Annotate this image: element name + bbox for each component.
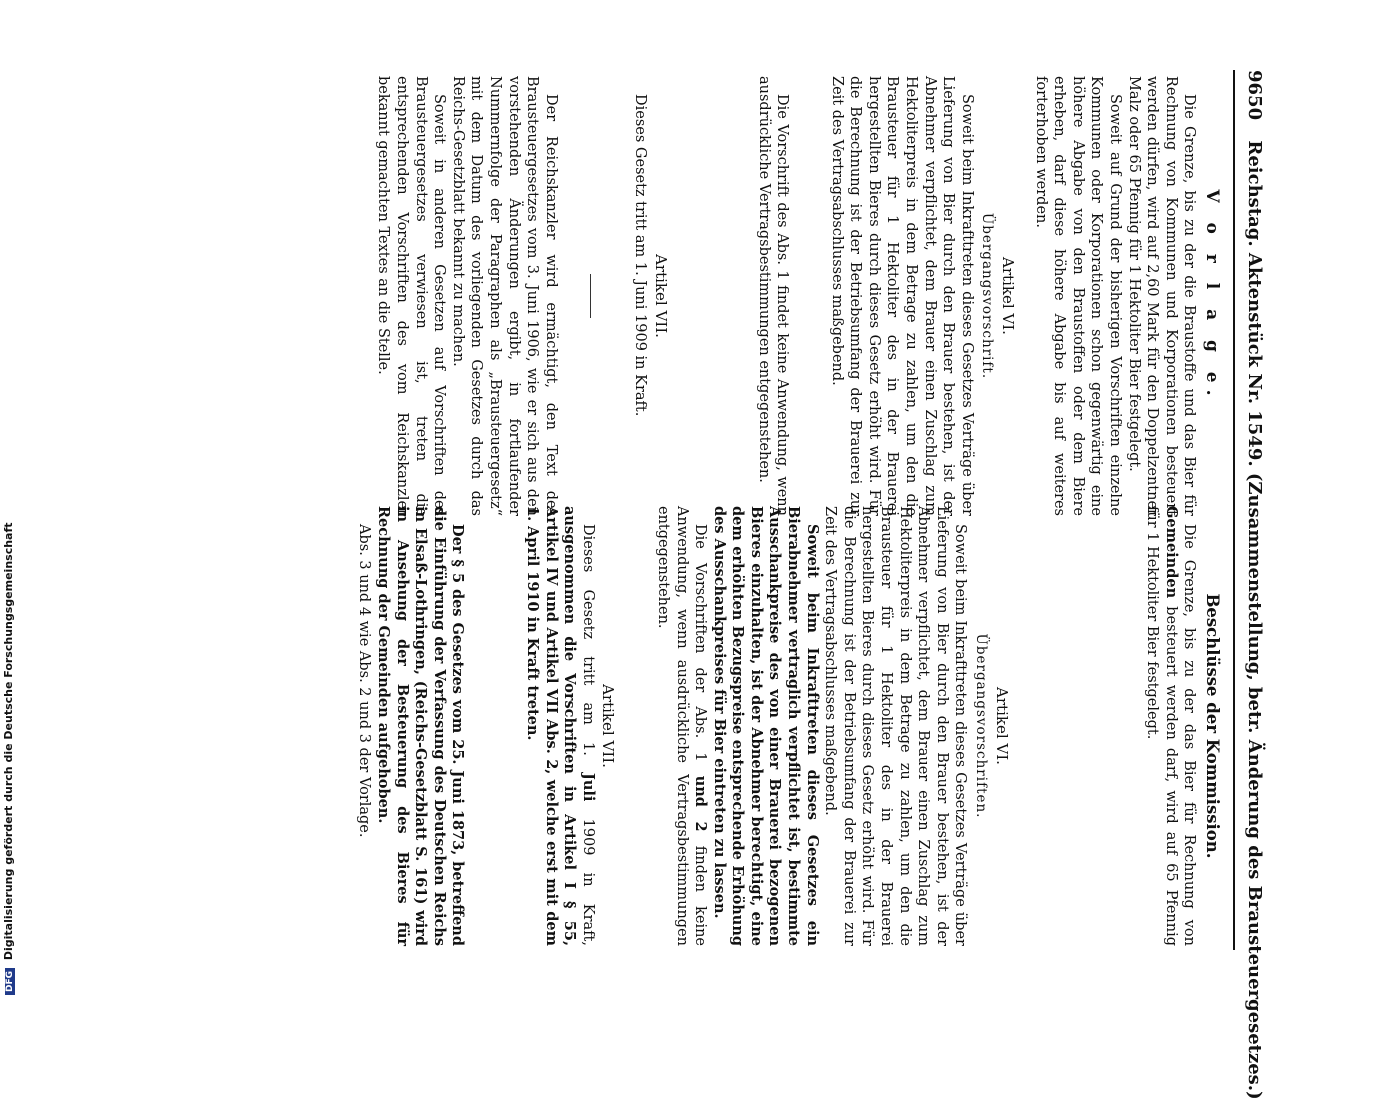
- column-vorlage: [374, 76, 1223, 516]
- paragraph: Abs. 3 und 4 wie Abs. 2 und 3 der Vorlage.: [356, 524, 373, 838]
- paragraph: Der § 5 des Gesetzes vom 25. Juni 1873, betreffend die Einführung der Verfassung des Deutschen Reichs in Elsaß-Lothringen, (Reichs-Gesetzblatt S. 161) wird in Ansehung der Besteuerung des Bieres für Rechnung der Gemeinden aufgehoben.: [375, 506, 467, 946]
- article-subheading: Übergangsvorschrift.: [979, 212, 996, 380]
- divider: [590, 274, 591, 318]
- paragraph: Die Vorschriften der Abs. 1 und 2 finden keine Anwendung, wenn ausdrückliche Vertragsbestimmungen entgegenstehen.: [654, 506, 710, 947]
- column-heading: V o r l a g e.: [1202, 189, 1222, 403]
- dfg-logo: DFG: [5, 968, 15, 995]
- article-heading: Artikel VI.: [992, 687, 1011, 765]
- paragraph: Dieses Gesetz tritt am 1. Juli 1909 in Kraft, ausgenommen die Vorschriften in Artikel I § 55, Artikel IV und Artikel VII Abs. 2, welche erst mit dem 1. April 1910 in Kraft treten.: [523, 506, 597, 946]
- article-heading: Artikel VII.: [599, 684, 618, 768]
- article-subheading: Übergangsvorschriften.: [973, 633, 990, 819]
- paragraph: Soweit beim Inkrafttreten dieses Gesetzes ein Bierabnehmer vertraglich verpflichtet ist, bestimmte Ausschankpreise des von einer Brauerei bezogenen Bieres einzuhalten, ist der Abnehmer berechtigt, eine dem erhöhten Bezugspreise entsprechende Erhöhung des Ausschankpreises für Bier eintreten zu lassen.: [710, 506, 821, 946]
- paragraph: Der Reichskanzler wird ermächtigt, den Text des Brausteuergesetzes vom 3. Juni 1906, wie er sich aus den vorstehenden Änderungen ergibt, in fortlaufender Nummernfolge der Paragraphen als „Brausteuergesetz“ mit dem Datum des vorliegenden Gesetzes durch das Reichs-Gesetzblatt bekannt zu machen.: [449, 76, 559, 516]
- digitization-text: Digitalisierung gefördert durch die Deutsche Forschungsgemeinschaft: [2, 522, 15, 961]
- digitization-notice: [2, 0, 15, 995]
- paragraph: Soweit beim Inkrafttreten dieses Gesetzes Verträge über Lieferung von Bier durch den Brauer bestehen, ist der Abnehmer verpflichtet, dem Brauer einen Zuschlag zum Hektoliterpreis in dem Betrage zu zahlen, um den die Brausteuer für 1 Hektoliter des in der Brauerei hergestellten Bieres durch dieses Gesetz erhöht wird. Für die Berechnung ist der Betriebsumfang der Brauerei zur Zeit des Vertragsabschlusses maßgebend.: [822, 506, 969, 946]
- paragraph: Soweit beim Inkrafttreten dieses Gesetzes Verträge über Lieferung von Bier durch den Brauer bestehen, ist der Abnehmer verpflichtet, dem Brauer einen Zuschlag zum Hektoliterpreis in dem Betrage zu zahlen, um den die Brausteuer für 1 Hektoliter des in der Brauerei hergestellten Bieres durch dieses Gesetz erhöht wird. Für die Berechnung ist der Betriebsumfang der Brauerei zur Zeit des Vertragsabschlusses maßgebend.: [828, 76, 975, 516]
- page-number: 9650: [1244, 70, 1265, 121]
- article-heading: Artikel VII.: [651, 254, 670, 338]
- page-title: Reichstag. Aktenstück Nr. 1549. (Zusammenstellung, betr. Änderung des Brausteuergesetzes.): [1244, 140, 1265, 1100]
- paragraph: Soweit auf Grund der bisherigen Vorschriften einzelne Kommunen oder Korporationen schon gegenwärtig eine höhere Abgabe von den Braustoffen oder dem Biere erheben, darf diese höhere Abgabe bis auf weiteres forterhoben werden.: [1032, 76, 1124, 516]
- paragraph: Die Grenze, bis zu der das Bier für Rechnung von Gemeinden besteuert werden darf, wird auf 65 Pfennig für 1 Hektoliter Bier festgelegt.: [1144, 506, 1198, 946]
- paragraph: Die Grenze, bis zu der die Braustoffe und das Bier für Rechnung von Kommunen und Korporationen besteuert werden dürfen, wird auf 2,60 Mark für den Doppelzentner Malz oder 65 Pfennig für 1 Hektoliter Bier festgelegt.: [1125, 76, 1198, 516]
- paragraph: Dieses Gesetz tritt am 1. Juni 1909 in Kraft.: [632, 94, 649, 417]
- page-header: [1233, 70, 1265, 1100]
- column-heading: Beschlüsse der Kommission.: [1203, 593, 1222, 859]
- column-beschluesse: [355, 506, 1223, 946]
- article-heading: Artikel VI.: [999, 257, 1018, 335]
- paragraph: Soweit in anderen Gesetzen auf Vorschriften des Brausteuergesetzes verwiesen ist, treten die entsprechenden Vorschriften des vom Reichskanzler bekannt gemachten Textes an die Stelle.: [375, 76, 448, 516]
- paragraph: Die Vorschrift des Abs. 1 findet keine Anwendung, wenn ausdrückliche Vertragsbestimmungen entgegenstehen.: [755, 76, 791, 516]
